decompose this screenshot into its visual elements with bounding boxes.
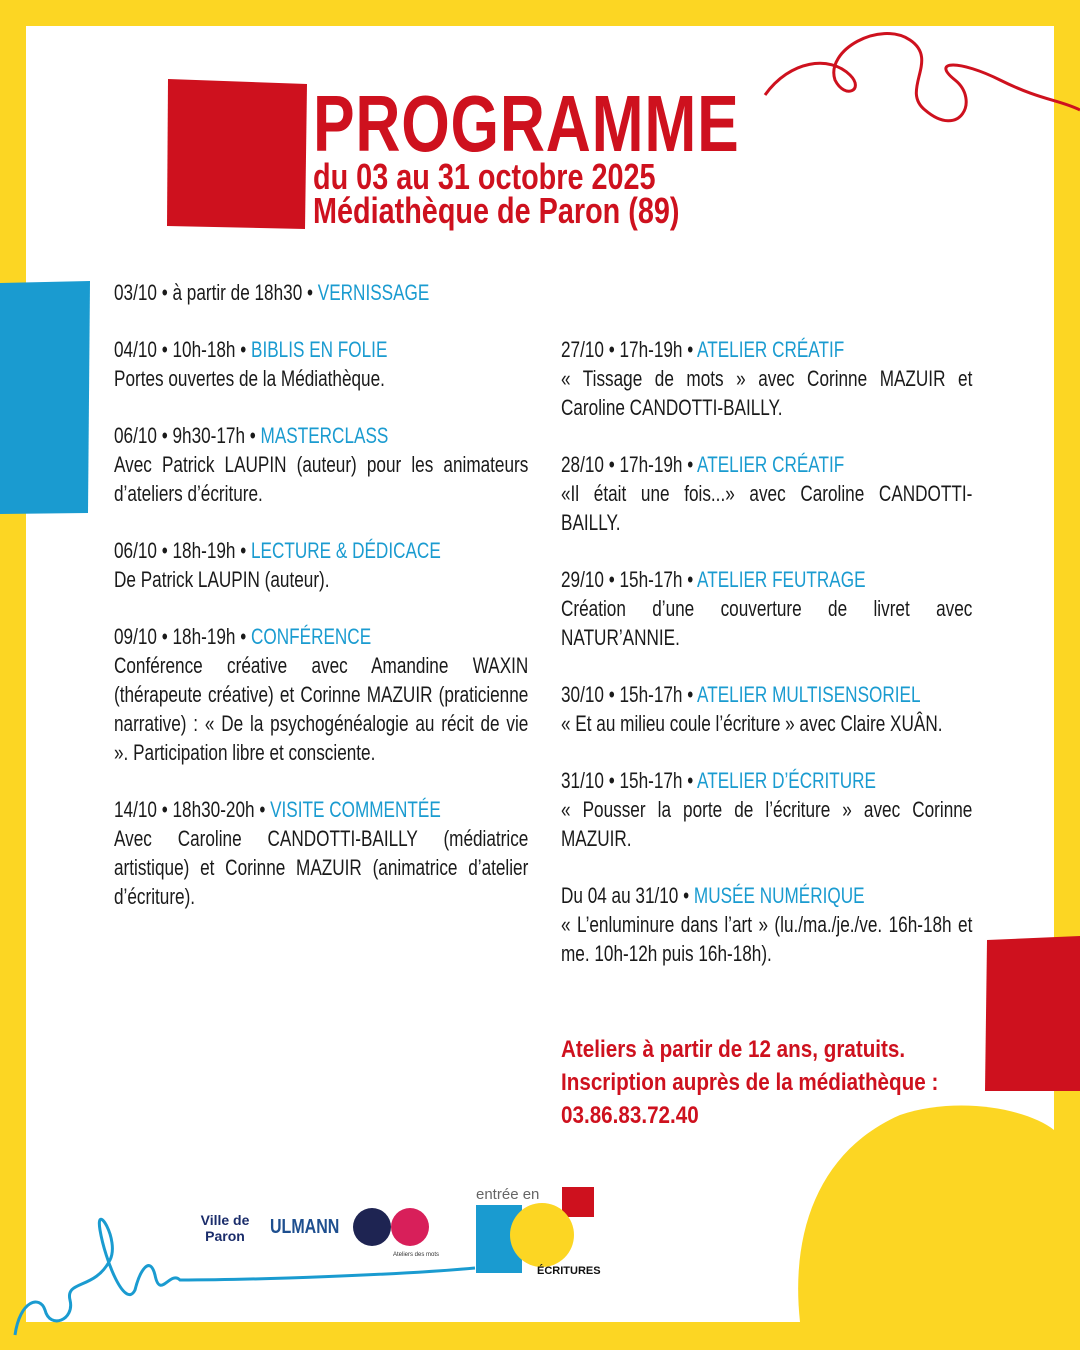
note-line: Inscription auprès de la médiathèque : [561, 1069, 939, 1096]
right-column [561, 335, 973, 996]
info-note [561, 1033, 938, 1132]
date-range: du 03 au 31 octobre 2025 [313, 156, 656, 197]
event-desc: Création d’une couverture de livret avec NATUR’ANNIE. [561, 596, 973, 650]
logo-ecriture-text: ÉCRITURES [537, 1265, 601, 1277]
event-type: ATELIER D’ÉCRITURE [697, 768, 876, 793]
event-desc: Conférence créative avec Amandine WAXIN (thérapeute créative) et Corinne MAZUIR (praticienne narrative) : « De la psychogénéalogie au récit de vie ». Participation libre et consciente. [114, 653, 529, 765]
red-block-right [985, 936, 1080, 1091]
event-desc: « Tissage de mots » avec Corinne MAZUIR et Caroline CANDOTTI-BAILLY. [561, 366, 973, 420]
event-type: ATELIER FEUTRAGE [697, 567, 866, 592]
event-desc: « Et au milieu coule l’écriture » avec Claire XUÂN. [561, 711, 943, 736]
event-desc: De Patrick LAUPIN (auteur). [114, 567, 330, 592]
event-type: ATELIER CRÉATIF [697, 452, 845, 477]
event-type: ATELIER CRÉATIF [697, 337, 845, 362]
event-type: MUSÉE NUMÉRIQUE [693, 883, 865, 908]
page-title: PROGRAMME [313, 79, 740, 168]
event-date: 28/10 • 17h-19h • [561, 452, 698, 477]
event-date: 30/10 • 15h-17h • [561, 682, 698, 707]
event-date: 29/10 • 15h-17h • [561, 567, 698, 592]
event-item [114, 536, 529, 594]
logo-ateliers: Ateliers des mots [393, 1252, 440, 1258]
venue: Médiathèque de Paron (89) [313, 190, 680, 231]
event-type: CONFÉRENCE [251, 624, 372, 649]
event-item [561, 335, 973, 422]
event-type: VERNISSAGE [317, 280, 430, 305]
event-item [114, 278, 529, 307]
event-desc: Avec Caroline CANDOTTI-BAILLY (médiatrice artistique) et Corinne MAZUIR (animatrice d’atelier d’écriture). [114, 826, 529, 909]
event-date: 27/10 • 17h-19h • [561, 337, 698, 362]
yellow-blob [798, 1106, 1054, 1322]
blue-block-left [0, 281, 90, 514]
red-square-title [167, 79, 307, 229]
event-item [561, 766, 973, 853]
logo-entree-text: entrée en [476, 1186, 540, 1203]
logo-ateliers-circles [352, 1205, 432, 1249]
event-item [114, 622, 529, 767]
logo-paron: Ville de Paron [200, 1212, 250, 1244]
event-desc: Avec Patrick LAUPIN (auteur) pour les animateurs d’ateliers d’écriture. [114, 452, 529, 506]
event-item [561, 450, 973, 537]
note-line: Ateliers à partir de 12 ans, gratuits. [561, 1036, 906, 1063]
event-date: Du 04 au 31/10 • [561, 883, 694, 908]
red-swirl [765, 34, 1080, 121]
event-type: LECTURE & DÉDICACE [251, 538, 441, 563]
event-type: BIBLIS EN FOLIE [251, 337, 388, 362]
event-item [561, 565, 973, 652]
event-date: 14/10 • 18h30-20h • [114, 797, 271, 822]
event-date: 03/10 • à partir de 18h30 • [114, 280, 318, 305]
event-date: 06/10 • 18h-19h • [114, 538, 252, 563]
left-column [114, 278, 529, 939]
event-type: ATELIER MULTISENSORIEL [697, 682, 921, 707]
event-desc: Portes ouvertes de la Médiathèque. [114, 366, 385, 391]
event-date: 09/10 • 18h-19h • [114, 624, 252, 649]
event-desc: « L’enluminure dans l’art » (lu./ma./je./ve. 16h-18h et me. 10h-12h puis 16h-18h). [561, 912, 973, 966]
event-item [114, 795, 529, 911]
logo-ulmann: ULMANN [270, 1216, 340, 1238]
event-date: 31/10 • 15h-17h • [561, 768, 698, 793]
event-desc: «Il était une fois...» avec Caroline CANDOTTI-BAILLY. [561, 481, 973, 535]
event-desc: « Pousser la porte de l’écriture » avec Corinne MAZUIR. [561, 797, 973, 851]
event-date: 04/10 • 10h-18h • [114, 337, 252, 362]
event-type: MASTERCLASS [260, 423, 389, 448]
event-item [114, 335, 529, 393]
event-type: VISITE COMMENTÉE [270, 797, 441, 822]
event-item [561, 881, 973, 968]
phone-number: 03.86.83.72.40 [561, 1102, 699, 1129]
event-item [561, 680, 973, 738]
event-date: 06/10 • 9h30-17h • [114, 423, 261, 448]
event-item [114, 421, 529, 508]
